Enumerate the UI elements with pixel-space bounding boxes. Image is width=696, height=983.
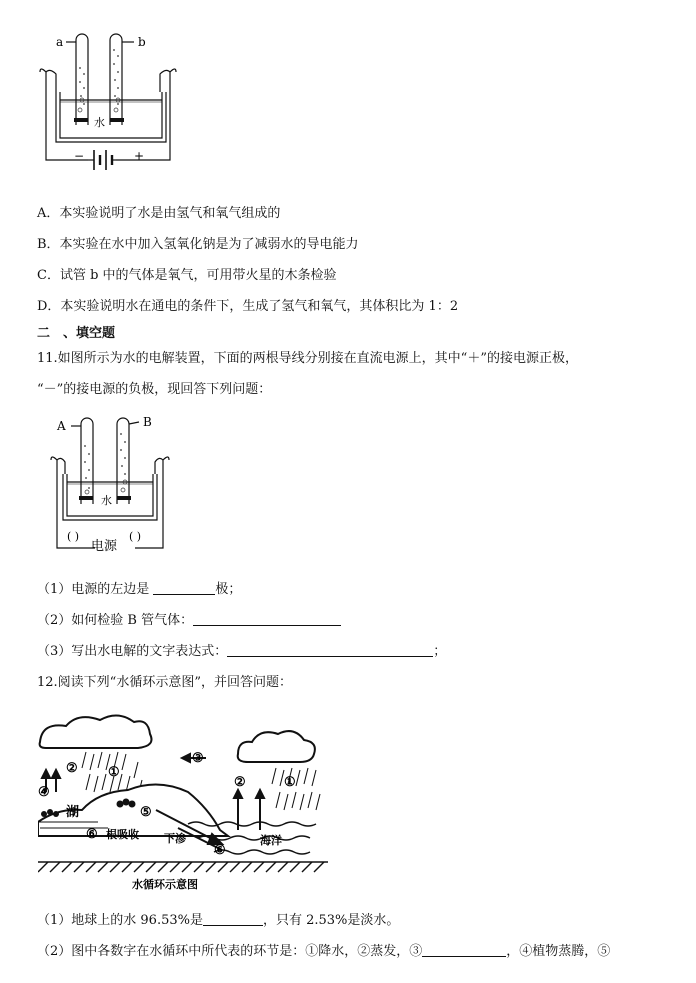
label-seepage: 下渗: [164, 832, 186, 845]
q12-sub1-prompt: （1）地球上的水 96.53%是: [37, 913, 203, 928]
q11-sub1-suffix: 极；: [215, 582, 242, 597]
water-label-2: 水: [101, 494, 112, 507]
label-n5: ⑤: [140, 805, 152, 820]
label-n4: ④: [38, 785, 50, 800]
tube-b-label: b: [138, 35, 146, 49]
label-n1-right: ①: [284, 775, 296, 790]
q11-sub2-blank[interactable]: [193, 611, 341, 626]
minus-sign: −: [74, 149, 85, 163]
tube-A-label: A: [57, 419, 66, 433]
q11-sub3-blank[interactable]: [227, 642, 433, 657]
diagram-caption: 水循环示意图: [132, 878, 198, 891]
power-source-label: 电源: [91, 539, 118, 554]
section-title: 二 、填空题: [37, 326, 116, 341]
q12-sub2: [37, 940, 610, 959]
left-terminal-box: ( ): [67, 530, 80, 543]
water-label: 水: [94, 116, 105, 129]
q11-sub2: [37, 609, 341, 628]
label-n2-left: ②: [66, 761, 78, 776]
label-n6-left: ⑥: [86, 827, 98, 842]
plus-sign: +: [134, 149, 145, 163]
tube-B-label: B: [143, 415, 152, 429]
option-b: B．本实验在水中加入氢氧化钠是为了减弱水的导电能力: [37, 237, 359, 252]
label-n2-right: ②: [234, 775, 246, 790]
option-d: D．本实验说明水在通电的条件下，生成了氢气和氧气，其体积比为 1：2: [37, 299, 459, 314]
electrolysis-figure-2: [45, 412, 175, 557]
q11-sub1-prompt: （1）电源的左边是: [37, 582, 150, 597]
label-ocean: 海洋: [260, 834, 282, 847]
right-terminal-box: ( ): [129, 530, 142, 543]
q12-sub2-suffix: ，④植物蒸腾，⑤: [506, 944, 611, 959]
q11-sub1: [37, 578, 241, 597]
q11-line1: 11.如图所示为水的电解装置，下面的两根导线分别接在直流电源上，其中“＋”的接电源正极，: [37, 351, 578, 366]
option-a: A．本实验说明了水是由氢气和氧气组成的: [37, 206, 281, 221]
q12-sub1: [37, 909, 399, 928]
q12-sub2-blank[interactable]: [422, 942, 506, 957]
q11-sub2-prompt: （2）如何检验 B 管气体：: [37, 613, 194, 628]
label-n6-right: ⑥: [214, 843, 226, 858]
water-cycle-diagram: [38, 712, 328, 894]
label-lake: 湖: [66, 805, 80, 820]
q11-line2: “－”的接电源的负极，现回答下列问题：: [37, 382, 272, 397]
q11-sub1-blank[interactable]: [153, 580, 215, 595]
q12-sub2-prompt: （2）图中各数字在水循环中所代表的环节是：①降水，②蒸发，③: [37, 944, 423, 959]
q12-intro: 12.阅读下列“水循环示意图”，并回答问题：: [37, 675, 292, 690]
q12-sub1-suffix: ，只有 2.53%是淡水。: [262, 913, 400, 928]
q11-sub3-suffix: ；: [433, 644, 447, 659]
label-n3: ③: [192, 751, 204, 766]
q11-sub3: [37, 640, 446, 659]
tube-a-label: a: [56, 35, 64, 49]
option-c: C．试管 b 中的气体是氧气，可用带火星的木条检验: [37, 268, 337, 283]
q11-sub3-prompt: （3）写出水电解的文字表达式：: [37, 644, 228, 659]
label-root-absorb: 根吸收: [106, 828, 139, 841]
electrolysis-figure-1: [38, 28, 178, 188]
q12-sub1-blank[interactable]: [203, 911, 263, 926]
label-n1-left: ①: [108, 765, 120, 780]
